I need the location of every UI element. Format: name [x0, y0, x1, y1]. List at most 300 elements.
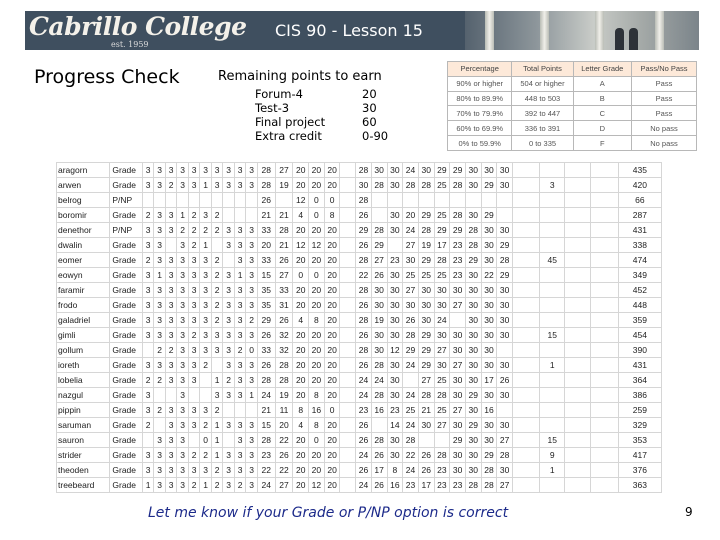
score-cell [434, 433, 450, 448]
score-cell: 2 [165, 343, 177, 358]
total-points: 431 [618, 358, 661, 373]
score-cell: 30 [497, 418, 513, 433]
grade-option: Grade [110, 178, 142, 193]
score-cell: 3 [246, 298, 258, 313]
score-cell [513, 358, 540, 373]
score-cell: 28 [275, 358, 293, 373]
score-cell [340, 403, 356, 418]
total-points: 454 [618, 328, 661, 343]
score-cell [565, 223, 591, 238]
score-cell [513, 373, 540, 388]
score-cell [540, 223, 565, 238]
score-cell: 3 [188, 283, 200, 298]
score-cell: 20 [324, 448, 340, 463]
grade-scale-cell: No pass [632, 136, 697, 151]
score-cell: 3 [246, 178, 258, 193]
score-cell: 4 [293, 208, 309, 223]
score-cell: 3 [154, 313, 166, 328]
score-cell: 30 [434, 298, 450, 313]
grade-option: P/NP [110, 193, 142, 208]
score-cell: 29 [481, 448, 497, 463]
score-cell: 30 [465, 358, 481, 373]
score-cell: 3 [142, 358, 154, 373]
score-cell [340, 463, 356, 478]
score-cell [387, 193, 403, 208]
grade-scale-cell: 448 to 503 [512, 91, 573, 106]
grade-scale-cell: 0% to 59.9% [448, 136, 512, 151]
score-cell: 26 [371, 478, 387, 493]
score-cell: 2 [200, 223, 212, 238]
score-cell: 24 [403, 163, 419, 178]
score-cell: 28 [356, 313, 372, 328]
grade-scale-row [448, 121, 697, 136]
score-cell: 20 [293, 388, 309, 403]
score-cell: 29 [465, 253, 481, 268]
score-cell [565, 388, 591, 403]
score-cell [591, 358, 618, 373]
score-cell: 20 [293, 328, 309, 343]
student-row [57, 298, 662, 313]
score-cell: 3 [165, 478, 177, 493]
score-cell: 20 [324, 388, 340, 403]
score-cell: 3 [246, 253, 258, 268]
score-cell [591, 298, 618, 313]
score-cell: 3 [177, 343, 189, 358]
score-cell: 24 [403, 418, 419, 433]
score-cell: 3 [246, 163, 258, 178]
score-cell [513, 298, 540, 313]
score-cell: 20 [309, 343, 325, 358]
score-cell [513, 463, 540, 478]
score-cell: 30 [371, 298, 387, 313]
score-cell [591, 388, 618, 403]
score-cell: 20 [293, 223, 309, 238]
score-cell: 26 [257, 358, 275, 373]
student-row [57, 433, 662, 448]
score-cell: 2 [200, 448, 212, 463]
score-cell: 26 [356, 433, 372, 448]
total-points: 259 [618, 403, 661, 418]
score-cell: 2 [142, 418, 154, 433]
score-cell [591, 163, 618, 178]
score-cell: 22 [257, 463, 275, 478]
score-cell: 20 [324, 238, 340, 253]
score-cell: 28 [497, 448, 513, 463]
score-cell: 20 [293, 343, 309, 358]
score-cell: 28 [450, 178, 466, 193]
score-cell: 29 [497, 268, 513, 283]
score-cell [591, 403, 618, 418]
grade-scale-row [448, 91, 697, 106]
score-cell: 20 [324, 358, 340, 373]
score-cell: 8 [309, 418, 325, 433]
score-cell: 3 [142, 238, 154, 253]
score-cell: 2 [177, 223, 189, 238]
grade-option: Grade [110, 283, 142, 298]
score-cell: 2 [211, 463, 223, 478]
score-cell: 30 [465, 448, 481, 463]
student-row [57, 328, 662, 343]
score-cell [540, 403, 565, 418]
score-cell [154, 193, 166, 208]
score-cell: 29 [481, 178, 497, 193]
score-cell [565, 178, 591, 193]
score-cell: 1 [211, 373, 223, 388]
score-cell: 20 [293, 448, 309, 463]
score-cell: 3 [200, 208, 212, 223]
score-cell: 20 [293, 463, 309, 478]
student-row [57, 478, 662, 493]
score-cell: 3 [246, 418, 258, 433]
score-cell [513, 388, 540, 403]
score-cell: 8 [309, 313, 325, 328]
score-cell: 20 [324, 373, 340, 388]
score-cell: 30 [434, 358, 450, 373]
score-cell: 20 [324, 343, 340, 358]
remaining-item-points: 30 [362, 101, 377, 115]
score-cell: 30 [497, 283, 513, 298]
grade-scale-header-row [448, 62, 697, 77]
score-cell: 28 [371, 388, 387, 403]
score-cell: 20 [324, 328, 340, 343]
score-cell [591, 208, 618, 223]
score-cell: 3 [223, 358, 235, 373]
page-number: 9 [685, 505, 693, 519]
score-cell: 27 [403, 283, 419, 298]
score-cell [154, 418, 166, 433]
score-cell: 12 [293, 238, 309, 253]
score-cell [565, 283, 591, 298]
grade-scale-table [447, 61, 697, 151]
score-cell [234, 403, 246, 418]
student-name: saruman [57, 418, 110, 433]
score-cell: 26 [356, 238, 372, 253]
score-cell: 27 [418, 373, 434, 388]
score-cell: 21 [418, 403, 434, 418]
score-cell: 2 [142, 208, 154, 223]
score-cell [565, 193, 591, 208]
total-points: 448 [618, 298, 661, 313]
score-cell: 2 [188, 328, 200, 343]
score-cell: 2 [211, 253, 223, 268]
score-cell: 3 [188, 298, 200, 313]
score-cell: 3 [211, 328, 223, 343]
score-cell: 3 [154, 223, 166, 238]
score-cell [540, 193, 565, 208]
score-cell: 28 [450, 208, 466, 223]
total-points: 474 [618, 253, 661, 268]
score-cell: 30 [481, 283, 497, 298]
score-cell: 30 [387, 268, 403, 283]
score-cell: 30 [418, 163, 434, 178]
score-cell [188, 193, 200, 208]
score-cell [223, 403, 235, 418]
score-cell: 30 [481, 313, 497, 328]
score-cell: 28 [356, 193, 372, 208]
score-cell: 21 [275, 238, 293, 253]
score-cell: 30 [497, 463, 513, 478]
score-cell: 19 [275, 178, 293, 193]
score-cell: 17 [371, 463, 387, 478]
remaining-points [218, 69, 389, 143]
score-cell: 3 [154, 283, 166, 298]
score-cell: 26 [257, 328, 275, 343]
score-cell: 3 [234, 463, 246, 478]
score-cell: 3 [177, 283, 189, 298]
score-cell: 12 [293, 193, 309, 208]
score-cell [565, 253, 591, 268]
score-cell [591, 238, 618, 253]
score-cell: 2 [211, 298, 223, 313]
score-cell: 25 [434, 403, 450, 418]
score-cell: 26 [275, 253, 293, 268]
score-cell: 3 [154, 448, 166, 463]
score-cell: 29 [418, 328, 434, 343]
score-cell: 20 [324, 268, 340, 283]
score-cell: 3 [165, 373, 177, 388]
student-row [57, 448, 662, 463]
score-cell: 30 [387, 178, 403, 193]
score-cell: 19 [275, 388, 293, 403]
score-cell [540, 208, 565, 223]
score-cell: 3 [246, 463, 258, 478]
score-cell [591, 448, 618, 463]
score-cell: 27 [497, 433, 513, 448]
score-cell: 3 [177, 238, 189, 253]
score-cell: 1 [211, 448, 223, 463]
total-points: 420 [618, 178, 661, 193]
grade-option: Grade [110, 328, 142, 343]
score-cell: 20 [324, 463, 340, 478]
remaining-item-name: Final project [255, 115, 326, 129]
score-cell: 3 [177, 358, 189, 373]
score-cell [340, 358, 356, 373]
score-cell [513, 433, 540, 448]
score-cell: 30 [387, 388, 403, 403]
score-cell: 20 [403, 208, 419, 223]
score-cell: 16 [309, 403, 325, 418]
score-cell: 2 [211, 268, 223, 283]
score-cell: 20 [293, 373, 309, 388]
score-cell: 30 [418, 418, 434, 433]
score-cell: 30 [481, 328, 497, 343]
score-cell: 30 [450, 328, 466, 343]
score-cell: 26 [371, 448, 387, 463]
score-cell: 3 [246, 238, 258, 253]
score-cell: 30 [434, 283, 450, 298]
grade-scale-cell: C [573, 106, 631, 121]
remaining-item [255, 129, 415, 143]
score-cell [340, 223, 356, 238]
remaining-item-points: 0-90 [362, 129, 389, 143]
score-cell: 30 [481, 343, 497, 358]
student-row [57, 268, 662, 283]
score-cell: 30 [434, 328, 450, 343]
score-cell [450, 313, 466, 328]
score-cell: 3 [165, 298, 177, 313]
grade-scale-cell: 90% or higher [448, 76, 512, 91]
score-cell [497, 208, 513, 223]
header-banner [25, 11, 699, 50]
score-cell [591, 253, 618, 268]
student-row [57, 163, 662, 178]
score-cell: 4 [293, 313, 309, 328]
score-cell: 3 [177, 163, 189, 178]
score-cell: 24 [356, 448, 372, 463]
score-cell [513, 328, 540, 343]
score-cell [540, 388, 565, 403]
student-row [57, 313, 662, 328]
score-cell [513, 343, 540, 358]
score-cell: 25 [403, 403, 419, 418]
score-cell: 26 [371, 268, 387, 283]
score-cell: 30 [465, 178, 481, 193]
score-cell: 3 [188, 373, 200, 388]
score-cell: 3 [200, 298, 212, 313]
score-cell: 1 [142, 478, 154, 493]
score-cell: 2 [154, 403, 166, 418]
score-cell: 12 [309, 478, 325, 493]
score-cell: 3 [165, 418, 177, 433]
score-cell: 28 [257, 163, 275, 178]
score-cell: 3 [177, 328, 189, 343]
score-cell: 3 [234, 328, 246, 343]
grade-scale-cell: 80% to 89.9% [448, 91, 512, 106]
score-cell: 3 [154, 478, 166, 493]
footer-note: Let me know if your Grade or P/NP option is correct [148, 505, 509, 521]
score-cell: 3 [234, 433, 246, 448]
score-cell: 30 [371, 283, 387, 298]
student-name: gollum [57, 343, 110, 358]
grade-scale-cell: 504 or higher [512, 76, 573, 91]
score-cell: 3 [540, 178, 565, 193]
score-cell: 30 [418, 298, 434, 313]
score-cell [340, 283, 356, 298]
score-cell [513, 283, 540, 298]
student-row [57, 358, 662, 373]
score-cell: 30 [497, 328, 513, 343]
score-cell: 3 [177, 253, 189, 268]
score-cell [223, 193, 235, 208]
score-cell: 20 [293, 358, 309, 373]
score-cell [340, 373, 356, 388]
score-cell: 3 [200, 268, 212, 283]
score-cell: 2 [188, 208, 200, 223]
score-cell: 3 [223, 418, 235, 433]
score-cell: 23 [356, 403, 372, 418]
score-cell: 3 [246, 373, 258, 388]
score-cell: 12 [387, 343, 403, 358]
score-cell: 23 [450, 253, 466, 268]
score-cell [591, 343, 618, 358]
score-cell: 3 [223, 478, 235, 493]
student-name: galadriel [57, 313, 110, 328]
score-cell: 3 [246, 328, 258, 343]
score-cell: 23 [387, 403, 403, 418]
score-cell: 1 [234, 268, 246, 283]
score-cell: 16 [387, 478, 403, 493]
total-points: 287 [618, 208, 661, 223]
score-cell [591, 478, 618, 493]
total-points: 431 [618, 223, 661, 238]
score-cell: 3 [165, 433, 177, 448]
score-cell: 0 [324, 403, 340, 418]
total-points: 349 [618, 268, 661, 283]
score-cell: 12 [309, 238, 325, 253]
score-cell: 2 [142, 253, 154, 268]
score-cell: 27 [275, 268, 293, 283]
score-cell [513, 448, 540, 463]
score-cell [497, 193, 513, 208]
score-cell: 30 [450, 448, 466, 463]
score-cell: 30 [481, 223, 497, 238]
student-name: treebeard [57, 478, 110, 493]
score-cell [513, 403, 540, 418]
remaining-item-name: Extra credit [255, 129, 322, 143]
score-cell: 30 [465, 268, 481, 283]
score-cell: 3 [165, 448, 177, 463]
student-name: eowyn [57, 268, 110, 283]
score-cell: 21 [257, 208, 275, 223]
score-cell: 3 [246, 448, 258, 463]
score-cell: 3 [177, 298, 189, 313]
score-cell: 30 [465, 403, 481, 418]
score-cell [340, 433, 356, 448]
score-cell [565, 478, 591, 493]
score-cell [591, 373, 618, 388]
total-points: 363 [618, 478, 661, 493]
grade-option: Grade [110, 238, 142, 253]
score-cell [371, 418, 387, 433]
score-cell [211, 238, 223, 253]
grade-scale-header: Percentage [448, 62, 512, 77]
score-cell: 28 [275, 223, 293, 238]
score-cell: 3 [223, 388, 235, 403]
score-cell [540, 343, 565, 358]
score-cell: 24 [356, 388, 372, 403]
score-cell: 26 [275, 448, 293, 463]
score-cell: 25 [434, 178, 450, 193]
score-cell: 19 [418, 238, 434, 253]
grade-option: Grade [110, 313, 142, 328]
score-cell: 2 [223, 373, 235, 388]
progress-check-heading: Progress Check [34, 66, 180, 88]
score-cell: 20 [324, 223, 340, 238]
score-cell [165, 388, 177, 403]
total-points: 353 [618, 433, 661, 448]
score-cell: 3 [200, 163, 212, 178]
grade-scale-cell: 70% to 79.9% [448, 106, 512, 121]
score-cell: 3 [223, 328, 235, 343]
score-cell: 3 [142, 313, 154, 328]
total-points: 66 [618, 193, 661, 208]
score-cell: 20 [309, 253, 325, 268]
score-cell: 24 [356, 478, 372, 493]
total-points: 329 [618, 418, 661, 433]
score-cell: 30 [450, 343, 466, 358]
score-cell: 3 [165, 268, 177, 283]
score-cell: 3 [246, 433, 258, 448]
score-cell: 20 [275, 418, 293, 433]
score-cell [565, 418, 591, 433]
score-cell: 30 [356, 178, 372, 193]
score-cell: 17 [434, 238, 450, 253]
score-cell: 30 [465, 343, 481, 358]
score-cell: 23 [450, 478, 466, 493]
score-cell: 3 [223, 313, 235, 328]
score-cell: 20 [309, 178, 325, 193]
score-cell: 28 [371, 358, 387, 373]
